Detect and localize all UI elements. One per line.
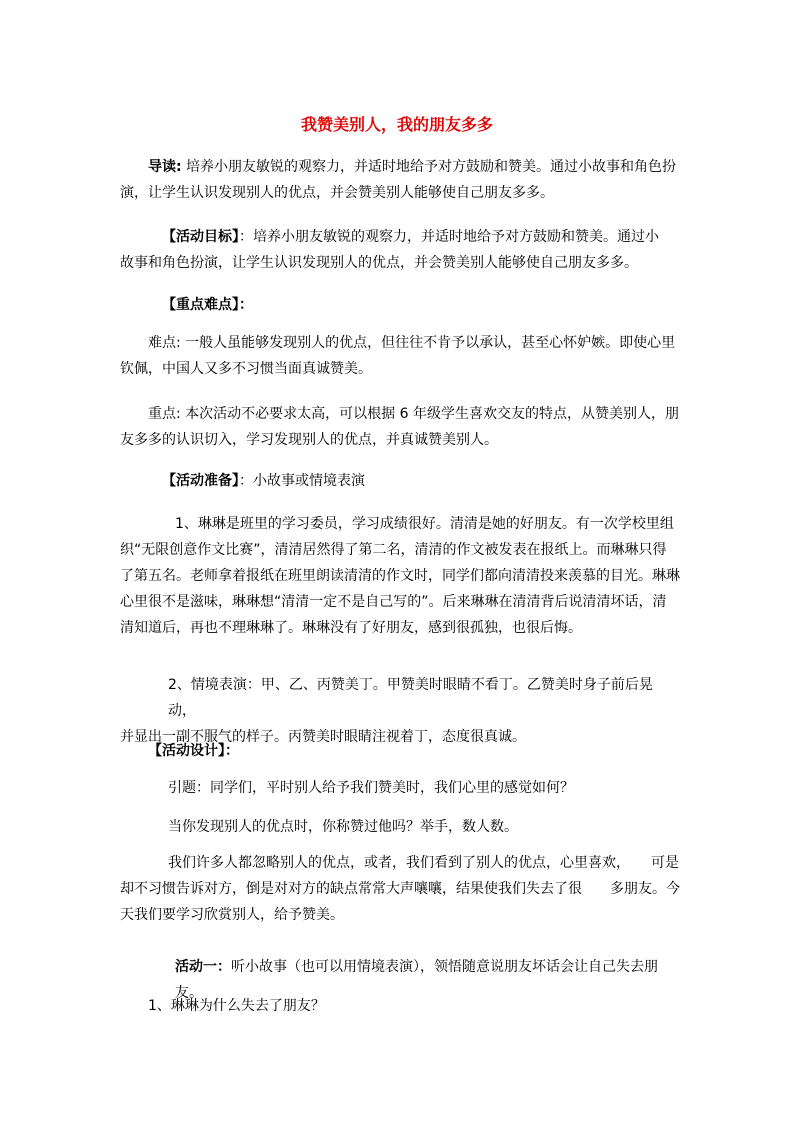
key-heading (120, 292, 680, 318)
prep-heading (120, 468, 680, 494)
goal-line-1: ：培养小朋友敏锐的观察力，并适时地给予对方鼓励和赞美。通过小 (239, 229, 659, 245)
reflect-paragraph (120, 850, 680, 928)
reflect-line-1: 我们许多人都忽略别人的优点，或者，我们看到了别人的优点，心里喜欢， 可是 (168, 855, 679, 871)
lead-paragraph: 引题：同学们，平时别人给予我们赞美时，我们心里的感觉如何？ (168, 780, 574, 796)
reflect-line-2: 却不习惯告诉对方，倒是对对方的缺点常常大声嚷嚷，结果使我们失去了很 多朋友。今 (120, 881, 680, 897)
ask-paragraph: 当你发现别人的优点时，你称赞过他吗？举手，数人数。 (168, 819, 518, 835)
intro-line-2: 演，让学生认识发现别人的优点，并会赞美别人能够使自己朋友多多。 (120, 185, 554, 201)
question-1: 1、琳琳为什么失去了朋友？ (148, 998, 325, 1014)
story-line-1: 1、琳琳是班里的学习委员，学习成绩很好。清清是她的好朋友。有一次学校里组 (175, 516, 674, 532)
key-label: 【重点难点】 (162, 297, 239, 313)
story-line-4: 心里很不是滋味，琳琳想“清清一定不是自己写的”。后来琳琳在清清背后说清清坏话，清 (120, 594, 667, 610)
focus-line-2: 友多多的认识切入，学习发现别人的优点，并真诚赞美别人。 (120, 432, 498, 448)
reflect-line-3: 天我们要学习欣赏别人，给予赞美。 (120, 907, 344, 923)
focus-line-1: 重点: 本次活动不必要求太高，可以根据 6 年级学生喜欢交友的特点，从赞美别人，朋 (148, 406, 679, 422)
focus-paragraph (120, 401, 680, 453)
intro-line-1: 培养小朋友敏锐的观察力，并适时地给予对方鼓励和赞美。通过小故事和角色扮 (181, 159, 677, 175)
scene-line-1: 2、情境表演：甲、乙、丙赞美丁。甲赞美时眼睛不看丁。乙赞美时身子前后晃动， (168, 677, 653, 719)
prep-label: 【活动准备】 (162, 473, 239, 489)
design-label: 【活动设计】 (148, 743, 225, 759)
page-title: 我赞美别人，我的朋友多多 (300, 115, 493, 134)
goal-label: 【活动目标】 (162, 229, 239, 245)
key-suffix: ： (239, 297, 253, 313)
intro-paragraph (120, 154, 680, 206)
story-paragraph (120, 511, 680, 641)
story-line-2: 织“无限创意作文比赛”，清清居然得了第二名，清清的作文被发表在报纸上。而琳琳只得 (120, 542, 667, 558)
activity1-text: 听小故事（也可以用情境表演），领悟随意说朋友坏话会让自己失去朋友。 (175, 959, 658, 1001)
story-line-3: 了第五名。老师拿着报纸在班里朗读清清的作文时，同学们都向清清投来羡慕的目光。琳琳 (120, 568, 680, 584)
goal-paragraph (120, 224, 680, 276)
goal-line-2: 故事和角色扮演，让学生认识发现别人的优点，并会赞美别人能够使自己朋友多多。 (120, 255, 638, 271)
design-heading (120, 738, 680, 764)
difficulty-paragraph (120, 330, 680, 382)
activity1-label: 活动一： (175, 959, 231, 975)
design-suffix: ： (225, 743, 239, 759)
difficulty-line-1: 难点: 一般人虽能够发现别人的优点，但往往不肯予以承认，甚至心怀妒嫉。即使心里 (148, 335, 676, 351)
intro-label: 导读: (148, 159, 182, 175)
story-line-5: 清知道后，再也不理琳琳了。琳琳没有了好朋友，感到很孤独，也很后悔。 (120, 620, 582, 636)
difficulty-line-2: 钦佩，中国人又多不习惯当面真诚赞美。 (120, 361, 372, 377)
prep-text: ：小故事或情境表演 (239, 473, 365, 489)
scene-line-2: 并显出一副不服气的样子。丙赞美时眼睛注视着丁，态度很真诚。 (120, 729, 526, 745)
